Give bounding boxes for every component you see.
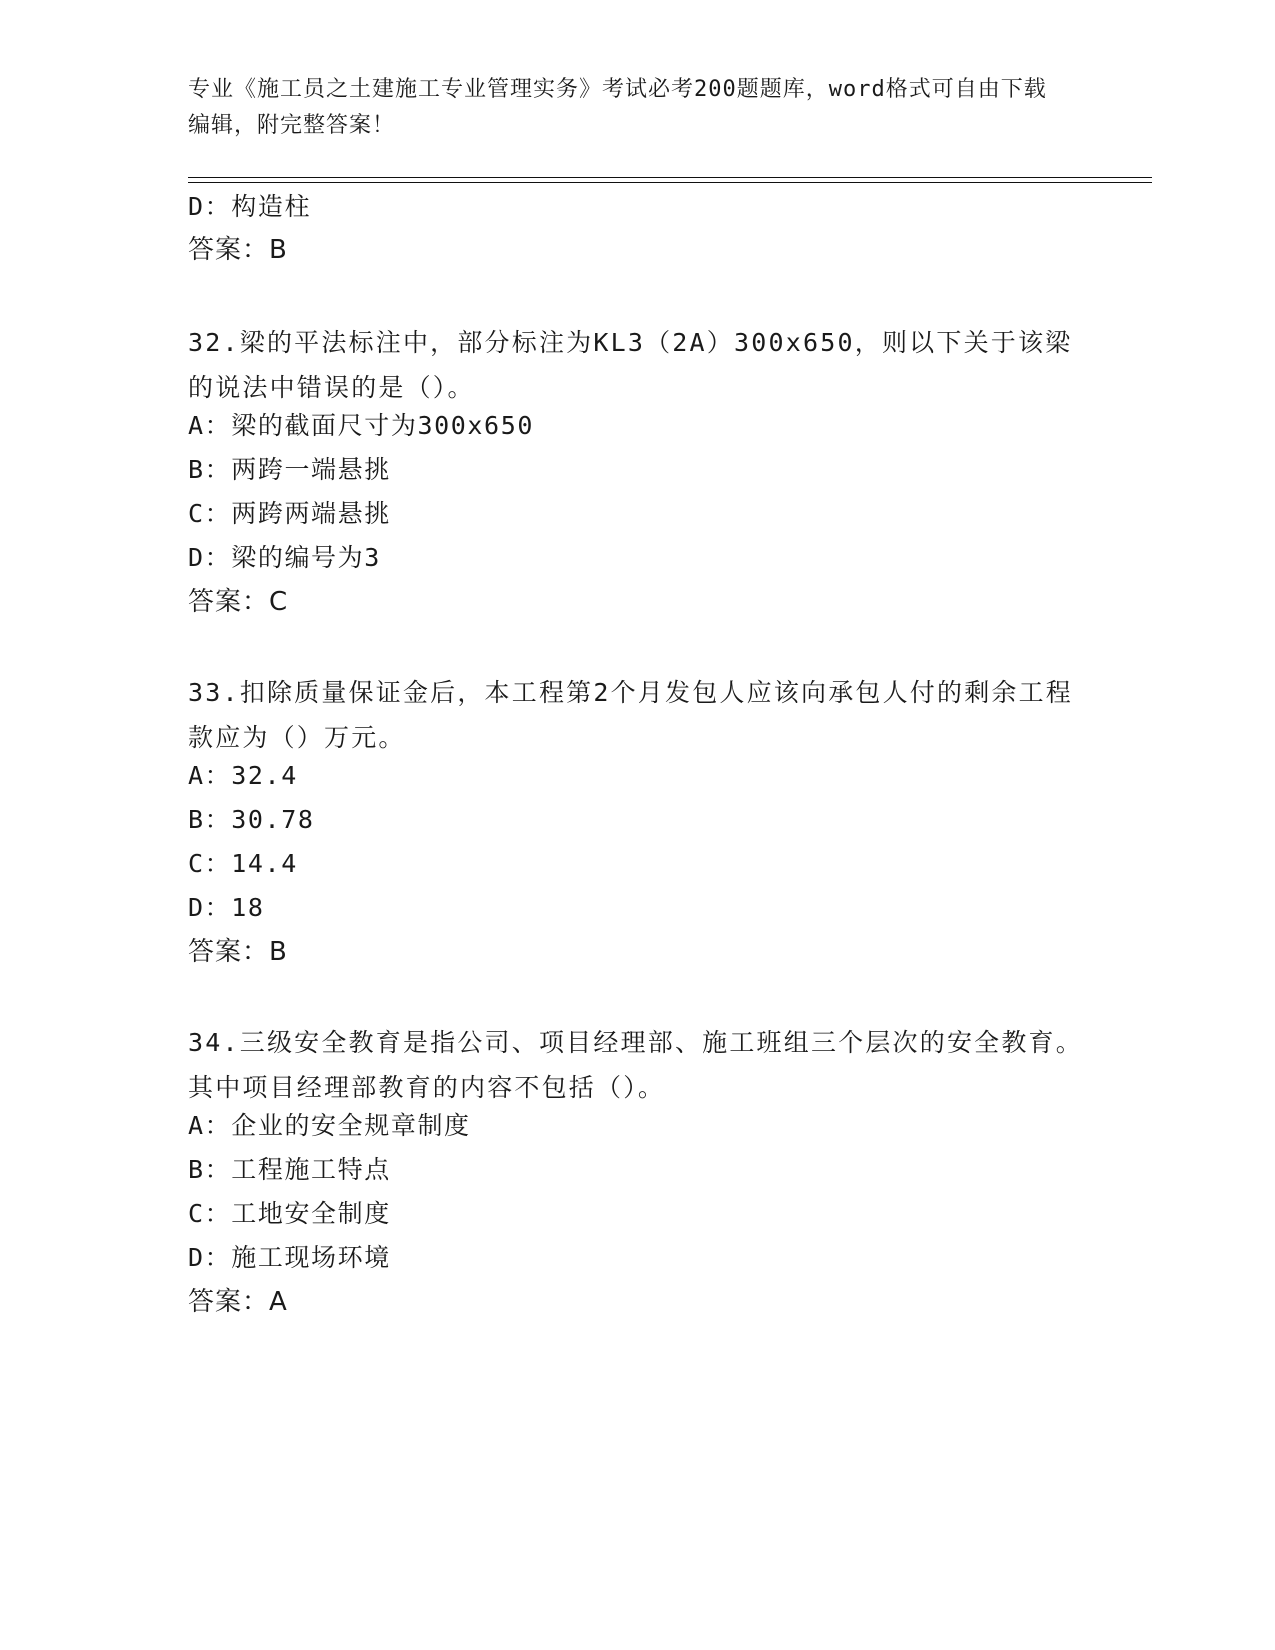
question-34-option-a: A：企业的安全规章制度: [188, 1111, 471, 1140]
question-33-option-a: A：32.4: [188, 761, 298, 790]
header-rule-bottom: [188, 182, 1152, 183]
question-33-option-b: B：30.78: [188, 805, 315, 834]
question-34-stem: 34.三级安全教育是指公司、项目经理部、施工班组三个层次的安全教育。其中项目经理部教育的内容不包括（）。: [188, 1028, 1083, 1102]
question-33-option-d: D：18: [188, 893, 265, 922]
question-33-option-c: C：14.4: [188, 849, 298, 878]
question-33-answer: 答案：B: [188, 937, 288, 967]
question-34-option-d: D：施工现场环境: [188, 1243, 391, 1272]
question-32-stem: 32.梁的平法标注中，部分标注为KL3（2A）300x650，则以下关于该梁的说法中错误的是（）。: [188, 328, 1073, 402]
header-rule-top: [188, 177, 1152, 178]
question-32-option-b: B：两跨一端悬挑: [188, 455, 391, 484]
prev-answer: 答案：B: [188, 235, 288, 265]
question-33-stem: 33.扣除质量保证金后，本工程第2个月发包人应该向承包人付的剩余工程款应为（）万元。: [188, 678, 1074, 752]
page-header: 专业《施工员之土建施工专业管理实务》考试必考200题题库，word格式可自由下载编辑，附完整答案！: [188, 77, 1047, 138]
question-32-option-a: A：梁的截面尺寸为300x650: [188, 411, 535, 440]
question-32-answer: 答案：C: [188, 587, 289, 617]
question-34-answer: 答案：A: [188, 1287, 288, 1317]
question-34-option-b: B：工程施工特点: [188, 1155, 391, 1184]
question-32-option-d: D：梁的编号为3: [188, 543, 381, 572]
question-34-option-c: C：工地安全制度: [188, 1199, 391, 1228]
question-32-option-c: C：两跨两端悬挑: [188, 499, 391, 528]
prev-option-d: D：构造柱: [188, 192, 312, 221]
